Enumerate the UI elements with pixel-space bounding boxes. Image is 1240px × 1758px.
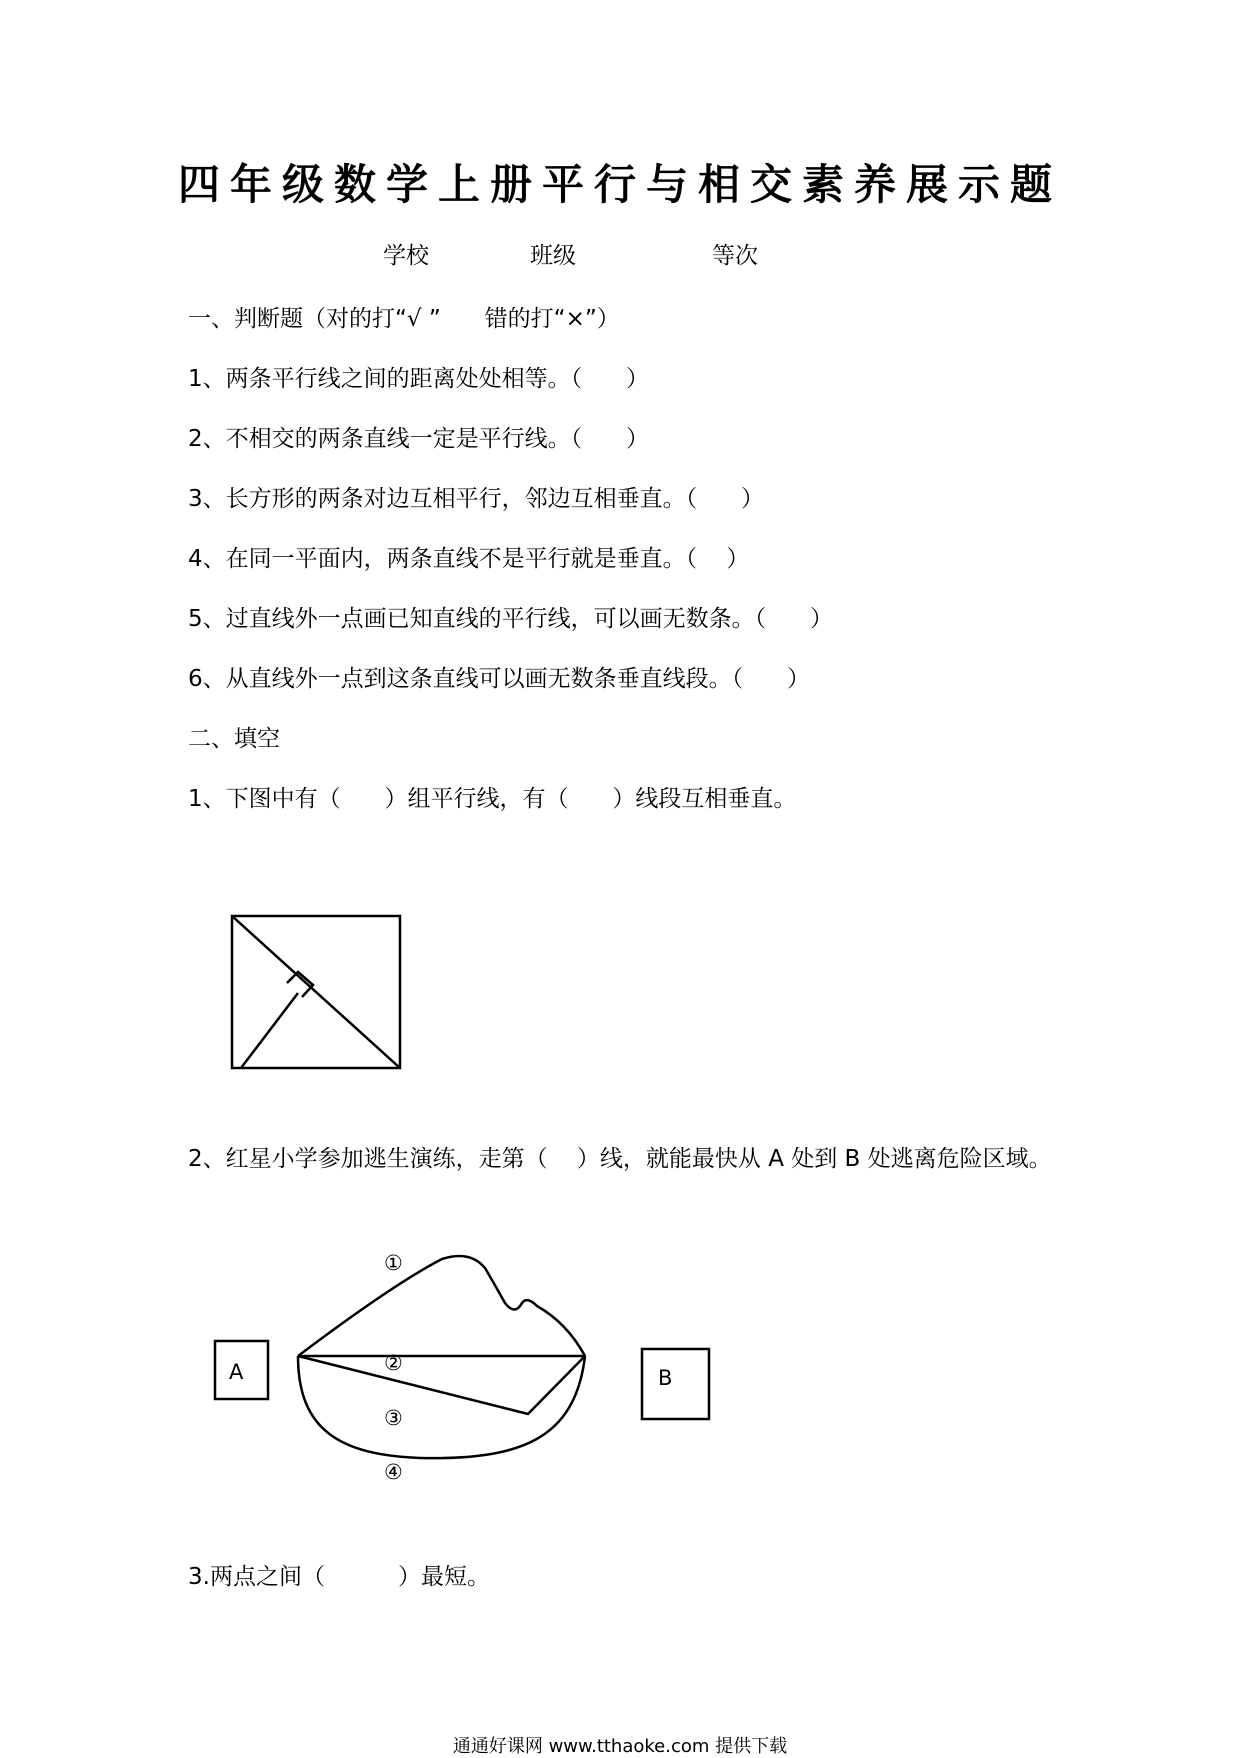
judge-item-6: 6、从直线外一点到这条直线可以画无数条垂直线段。（ ）: [188, 666, 810, 692]
route-label-1: ①: [384, 1251, 403, 1275]
fill-question-3: 3.两点之间（ ）最短。: [188, 1564, 491, 1590]
route-label-4: ④: [384, 1460, 403, 1484]
judge-item-2: 2、不相交的两条直线一定是平行线。（ ）: [188, 426, 649, 452]
box-b: [642, 1349, 709, 1419]
judge-item-1: 1、两条平行线之间的距离处处相等。（ ）: [188, 366, 649, 392]
page-title: 四年级数学上册平行与相交素养展示题: [177, 160, 1062, 209]
box-b-label: B: [658, 1366, 673, 1390]
footer-text: 通通好课网 www.tthaoke.com 提供下载: [452, 1736, 788, 1757]
class-label: 班级: [530, 243, 576, 269]
route-label-3: ③: [384, 1406, 403, 1430]
grade-label: 等次: [712, 243, 758, 269]
route-3-line: [298, 1356, 585, 1414]
fill-question-2: 2、红星小学参加逃生演练，走第（ ）线，就能最快从 A 处到 B 处逃离危险区域。: [188, 1146, 1052, 1172]
judge-item-5: 5、过直线外一点画已知直线的平行线，可以画无数条。（ ）: [188, 606, 833, 632]
judge-item-4: 4、在同一平面内，两条直线不是平行就是垂直。（ ）: [188, 546, 750, 572]
judge-item-3: 3、长方形的两条对边互相平行，邻边互相垂直。（ ）: [188, 486, 764, 512]
route-4-line: [298, 1356, 585, 1458]
route-1-line: [298, 1256, 585, 1356]
section2-heading: 二、填空: [188, 726, 280, 752]
fill-question-1: 1、下图中有（ ）组平行线，有（ ）线段互相垂直。: [188, 786, 797, 812]
school-label: 学校: [383, 243, 429, 269]
section1-heading: 一、判断题（对的打“√ ” 错的打“×”）: [188, 306, 620, 332]
route-label-2: ②: [384, 1351, 403, 1375]
box-a-label: A: [229, 1360, 244, 1384]
